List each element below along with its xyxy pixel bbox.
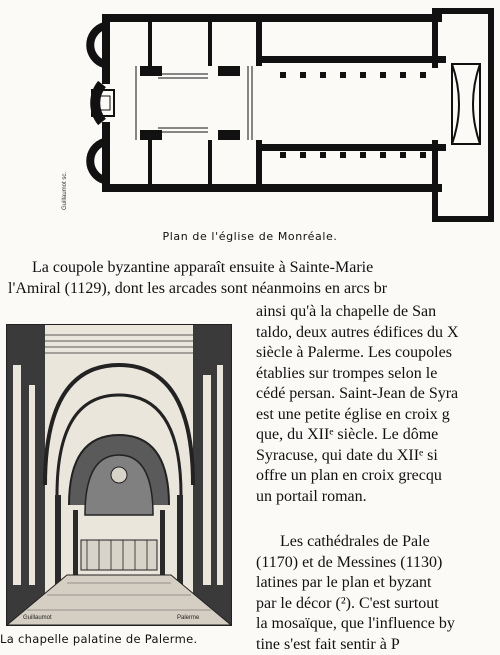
text-line: Les cathédrales de Pale (256, 532, 455, 553)
text-line: par le décor (²). C'est surtout (256, 594, 455, 615)
text-line: établies sur trompes selon le (256, 364, 459, 385)
text-line: ainsi qu'à la chapelle de San (256, 302, 459, 323)
text-line: cédé persan. Saint-Jean de Syra (256, 384, 459, 405)
plan-engraver-mark: Guillaumot sc. (62, 172, 68, 210)
text-line: que, du XIIᵉ siècle. Le dôme (256, 425, 459, 446)
text-line: tine s'est fait sentir à P (256, 635, 455, 655)
text-line: offre un plan en croix grecqu (256, 466, 459, 487)
text-line: siècle à Palerme. Les coupoles (256, 343, 459, 364)
church-plan-figure (48, 4, 498, 226)
text-line: La coupole byzantine apparaît ensuite à Sainte-Marie (8, 258, 500, 279)
text-line: la mosaïque, que l'influence by (256, 614, 455, 635)
text-line: un portail roman. (256, 487, 459, 508)
chapel-engraving-figure (6, 324, 232, 626)
engraving-signature-left: Guillaumot (23, 615, 52, 621)
church-plan-drawing (48, 4, 498, 226)
text-line: taldo, deux autres édifices du X (256, 323, 459, 344)
paragraph-sainte-marie (8, 258, 500, 299)
text-line: Syracuse, qui date du XIIᵉ si (256, 446, 459, 467)
text-line: latines par le plan et byzant (256, 573, 455, 594)
figure-caption: La chapelle palatine de Palerme. (0, 632, 197, 646)
paragraph-santaldo (256, 302, 459, 507)
text-line: (1170) et de Messines (1130) (256, 553, 455, 574)
text-line: est une petite église en croix g (256, 405, 459, 426)
text-line: l'Amiral (1129), dont les arcades sont néanmoins en arcs br (8, 279, 500, 300)
paragraph-cathedrales (256, 532, 455, 655)
engraving-signature-right: Palerme (177, 615, 200, 621)
plan-caption: Plan de l'église de Monréale. (0, 230, 500, 243)
chapel-interior-drawing (7, 325, 231, 625)
